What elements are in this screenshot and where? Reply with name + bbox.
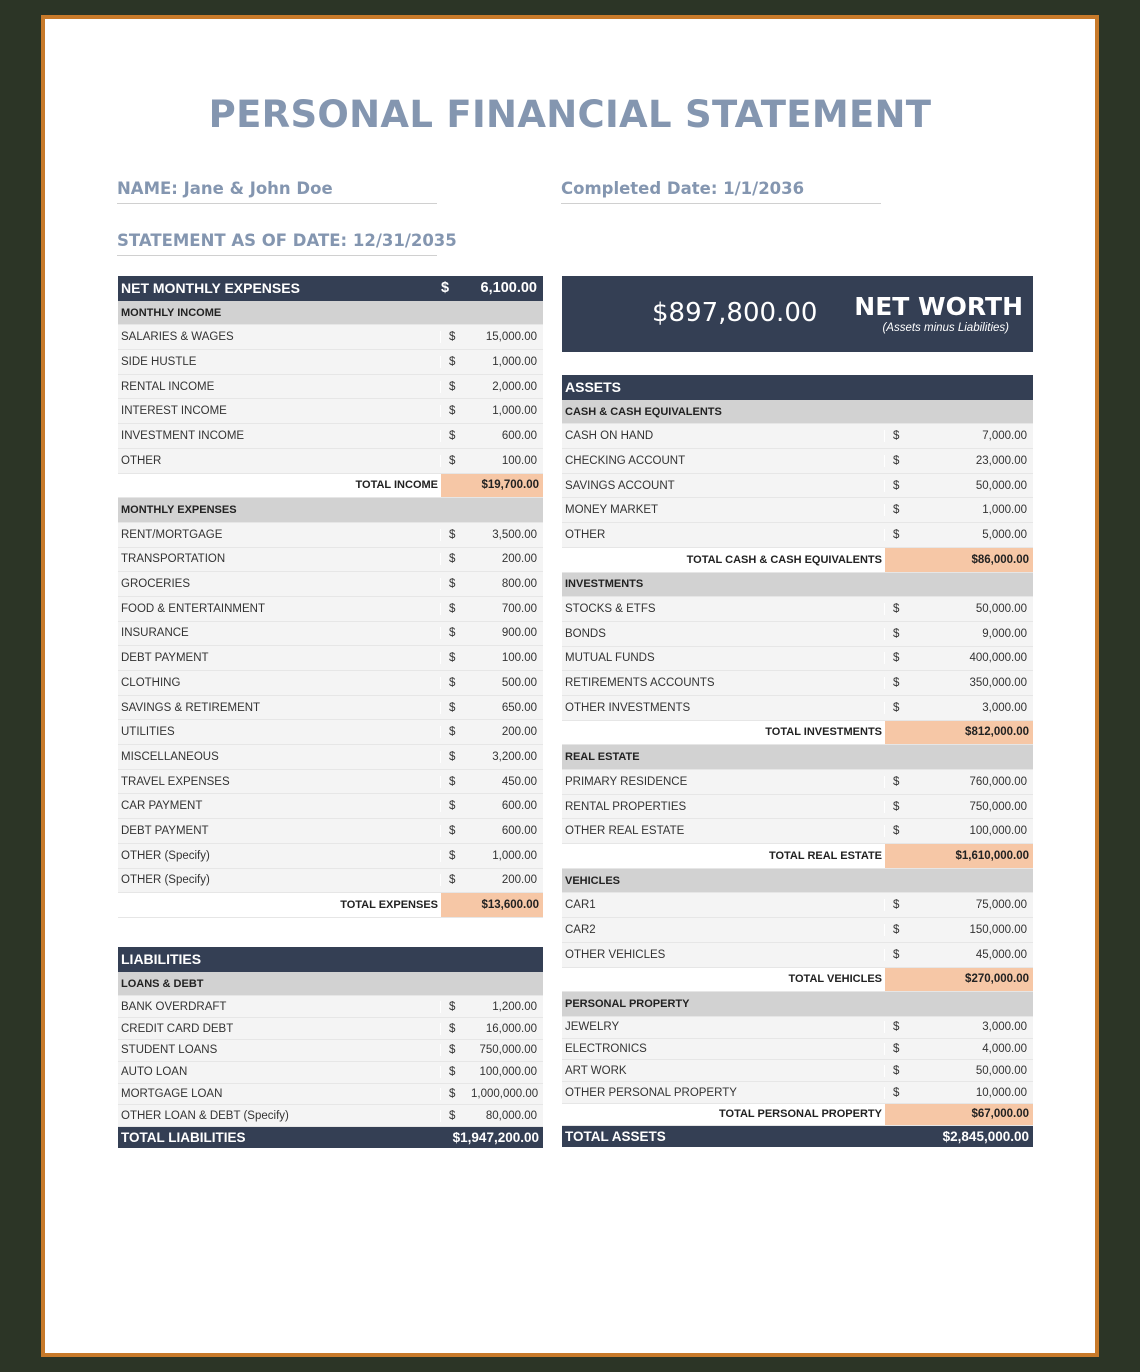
asset-section-label: VEHICLES <box>565 874 621 887</box>
row-amount[interactable]: 9,000.00 <box>982 627 1027 640</box>
statement-page <box>41 15 1099 1357</box>
currency-symbol: $ <box>893 1043 900 1056</box>
table-row <box>118 1040 543 1062</box>
currency-symbol: $ <box>449 1066 456 1079</box>
total-income-value: $19,700.00 <box>441 474 543 498</box>
row-amount[interactable]: 16,000.00 <box>485 1022 537 1035</box>
total-expenses-label: TOTAL EXPENSES <box>340 899 438 912</box>
asset-section-total-value: $86,000.00 <box>885 548 1033 572</box>
row-amount[interactable]: 50,000.00 <box>975 603 1027 616</box>
table-row <box>118 794 543 819</box>
currency-symbol: $ <box>893 948 900 961</box>
row-label: STUDENT LOANS <box>118 1044 441 1056</box>
table-row <box>118 424 543 449</box>
table-row <box>562 918 1033 943</box>
table-row <box>118 646 543 671</box>
currency-symbol: $ <box>449 726 456 739</box>
currency-symbol: $ <box>449 849 456 862</box>
expenses-table <box>118 276 543 918</box>
currency-symbol: $ <box>449 454 456 467</box>
currency-symbol: $ <box>449 331 456 344</box>
row-amount[interactable]: 1,000.00 <box>492 355 537 368</box>
currency-symbol: $ <box>893 627 900 640</box>
row-label: MORTGAGE LOAN <box>118 1088 441 1100</box>
row-amount[interactable]: 400,000.00 <box>969 652 1027 665</box>
row-amount[interactable]: 600.00 <box>501 824 537 837</box>
asset-section-total-value: $1,610,000.00 <box>885 844 1033 868</box>
page-title: PERSONAL FINANCIAL STATEMENT <box>208 93 932 136</box>
row-label: INSURANCE <box>118 627 441 639</box>
asset-section-label: INVESTMENTS <box>565 578 644 591</box>
currency-symbol: $ <box>449 1087 456 1100</box>
asset-section-subheader <box>562 992 1033 1017</box>
total-income-label: TOTAL INCOME <box>355 479 438 492</box>
row-label: FOOD & ENTERTAINMENT <box>118 603 441 615</box>
currency-symbol: $ <box>449 1022 456 1035</box>
currency-symbol: $ <box>449 405 456 418</box>
row-label: AUTO LOAN <box>118 1066 441 1078</box>
table-row <box>562 647 1033 672</box>
assets-header-label: ASSETS <box>565 379 622 396</box>
row-amount[interactable]: 1,200.00 <box>492 1000 537 1013</box>
table-row <box>562 597 1033 622</box>
table-row <box>562 1017 1033 1039</box>
row-amount[interactable]: 23,000.00 <box>975 454 1027 467</box>
row-label: PRIMARY RESIDENCE <box>562 776 885 788</box>
row-label: CAR1 <box>562 899 885 911</box>
row-label: TRANSPORTATION <box>118 553 441 565</box>
table-row <box>118 869 543 894</box>
row-label: ELECTRONICS <box>562 1043 885 1055</box>
table-row <box>562 770 1033 795</box>
row-amount[interactable]: 750,000.00 <box>969 800 1027 813</box>
table-row <box>118 325 543 350</box>
currency-symbol: $ <box>893 775 900 788</box>
row-amount[interactable]: 500.00 <box>501 676 537 689</box>
row-amount[interactable]: 10,000.00 <box>975 1086 1027 1099</box>
row-amount[interactable]: 1,000.00 <box>492 405 537 418</box>
asset-section-total-value: $812,000.00 <box>885 721 1033 745</box>
currency-symbol: $ <box>449 750 456 763</box>
total-liabilities-value: $1,947,200.00 <box>452 1130 539 1146</box>
loans-debt-subheader <box>118 972 543 997</box>
asset-section-subheader <box>562 573 1033 598</box>
table-row <box>562 696 1033 721</box>
row-amount[interactable]: 7,000.00 <box>982 430 1027 443</box>
row-amount[interactable]: 1,000.00 <box>982 504 1027 517</box>
table-row <box>562 1039 1033 1061</box>
asset-section-total-row <box>562 548 1033 573</box>
currency-symbol: $ <box>449 578 456 591</box>
currency-symbol: $ <box>893 1021 900 1034</box>
net-worth-box <box>562 276 1033 352</box>
liabilities-header-row <box>118 947 543 972</box>
currency-symbol: $ <box>449 355 456 368</box>
row-label: INTEREST INCOME <box>118 405 441 417</box>
currency-symbol: $ <box>893 479 900 492</box>
currency-symbol: $ <box>893 825 900 838</box>
currency-symbol: $ <box>893 454 900 467</box>
currency-symbol: $ <box>893 923 900 936</box>
row-label: INVESTMENT INCOME <box>118 430 441 442</box>
row-label: CLOTHING <box>118 677 441 689</box>
table-row <box>562 622 1033 647</box>
table-row <box>562 893 1033 918</box>
asset-section-total-label: TOTAL REAL ESTATE <box>768 849 882 862</box>
row-label: ART WORK <box>562 1065 885 1077</box>
currency-symbol: $ <box>893 899 900 912</box>
total-liabilities-row <box>118 1127 543 1148</box>
net-worth-subtitle: (Assets minus Liabilities) <box>882 322 1009 334</box>
row-amount[interactable]: 1,000.00 <box>492 849 537 862</box>
currency-symbol: $ <box>893 1086 900 1099</box>
asset-section-total-label: TOTAL PERSONAL PROPERTY <box>719 1108 882 1121</box>
row-amount[interactable]: 4,000.00 <box>982 1043 1027 1056</box>
row-label: SALARIES & WAGES <box>118 331 441 343</box>
row-label: OTHER REAL ESTATE <box>562 825 885 837</box>
row-label: OTHER PERSONAL PROPERTY <box>562 1087 885 1099</box>
row-label: CAR2 <box>562 924 885 936</box>
table-row <box>562 671 1033 696</box>
row-label: RENT/MORTGAGE <box>118 529 441 541</box>
total-expenses-row <box>118 893 543 918</box>
row-label: JEWELRY <box>562 1021 885 1033</box>
liabilities-table <box>118 947 543 1148</box>
asset-section-total-row <box>562 968 1033 993</box>
row-label: MISCELLANEOUS <box>118 751 441 763</box>
currency-symbol: $ <box>449 874 456 887</box>
net-monthly-expenses-amount: 6,100.00 <box>480 280 537 297</box>
currency-symbol: $ <box>893 504 900 517</box>
table-row <box>562 498 1033 523</box>
table-row <box>118 375 543 400</box>
row-label: CAR PAYMENT <box>118 800 441 812</box>
net-worth-label: NET WORTH <box>854 292 1023 321</box>
row-label: SAVINGS ACCOUNT <box>562 480 885 492</box>
row-label: CASH ON HAND <box>562 430 885 442</box>
currency-symbol: $ <box>893 528 900 541</box>
row-amount[interactable]: 100.00 <box>501 652 537 665</box>
monthly-expenses-label: MONTHLY EXPENSES <box>121 504 237 517</box>
currency-symbol: $ <box>449 1044 456 1057</box>
currency-symbol: $ <box>449 652 456 665</box>
currency-symbol: $ <box>449 775 456 788</box>
monthly-income-label: MONTHLY INCOME <box>121 306 222 319</box>
row-label: RETIREMENTS ACCOUNTS <box>562 677 885 689</box>
currency-symbol: $ <box>893 677 900 690</box>
currency-symbol: $ <box>449 429 456 442</box>
table-row <box>562 474 1033 499</box>
row-amount[interactable]: 3,500.00 <box>492 528 537 541</box>
asset-section-label: CASH & CASH EQUIVALENTS <box>565 405 722 418</box>
table-row <box>562 424 1033 449</box>
table-row <box>562 943 1033 968</box>
row-amount[interactable]: 3,000.00 <box>982 701 1027 714</box>
row-amount[interactable]: 15,000.00 <box>485 331 537 344</box>
liability-rows <box>118 996 543 1127</box>
row-label: TRAVEL EXPENSES <box>118 776 441 788</box>
total-assets-row <box>562 1126 1033 1147</box>
row-label: BONDS <box>562 628 885 640</box>
row-label: RENTAL INCOME <box>118 381 441 393</box>
asset-section-subheader <box>562 869 1033 894</box>
row-amount[interactable]: 5,000.00 <box>982 528 1027 541</box>
asset-section-total-row <box>562 844 1033 869</box>
row-amount[interactable]: 600.00 <box>501 429 537 442</box>
row-label: OTHER INVESTMENTS <box>562 702 885 714</box>
row-label: GROCERIES <box>118 578 441 590</box>
row-label: OTHER VEHICLES <box>562 949 885 961</box>
table-row <box>118 572 543 597</box>
row-amount[interactable]: 200.00 <box>501 874 537 887</box>
row-amount[interactable]: 100.00 <box>501 454 537 467</box>
row-label: STOCKS & ETFS <box>562 603 885 615</box>
row-amount[interactable]: 900.00 <box>501 627 537 640</box>
currency-symbol: $ <box>893 430 900 443</box>
total-assets-label: TOTAL ASSETS <box>565 1128 666 1144</box>
table-row <box>562 523 1033 548</box>
completed-date-field[interactable]: Completed Date: 1/1/2036 <box>561 179 881 204</box>
row-amount[interactable]: 600.00 <box>501 800 537 813</box>
table-row <box>562 449 1033 474</box>
row-amount[interactable]: 750,000.00 <box>479 1044 537 1057</box>
currency-symbol: $ <box>449 553 456 566</box>
table-row <box>118 671 543 696</box>
currency-symbol: $ <box>449 701 456 714</box>
table-row <box>118 1105 543 1127</box>
row-amount[interactable]: 450.00 <box>501 775 537 788</box>
asset-section-total-value: $270,000.00 <box>885 968 1033 992</box>
row-amount[interactable]: 75,000.00 <box>975 899 1027 912</box>
asset-sections <box>562 400 1033 1126</box>
net-worth-amount: $897,800.00 <box>652 298 818 328</box>
asset-section-total-row <box>562 1104 1033 1126</box>
table-row <box>118 548 543 573</box>
row-amount[interactable]: 800.00 <box>501 578 537 591</box>
row-amount[interactable]: 650.00 <box>501 701 537 714</box>
currency-symbol: $ <box>449 1109 456 1122</box>
row-label: UTILITIES <box>118 726 441 738</box>
currency-symbol: $ <box>449 602 456 615</box>
table-row <box>118 696 543 721</box>
asset-section-total-value: $67,000.00 <box>885 1104 1033 1125</box>
table-row <box>118 449 543 474</box>
asset-section-total-row <box>562 721 1033 746</box>
row-label: CREDIT CARD DEBT <box>118 1023 441 1035</box>
table-row <box>562 819 1033 844</box>
row-amount[interactable]: 200.00 <box>501 553 537 566</box>
asset-section-label: REAL ESTATE <box>565 751 640 764</box>
table-row <box>118 523 543 548</box>
row-label: OTHER <box>118 455 441 467</box>
table-row <box>118 399 543 424</box>
total-liabilities-label: TOTAL LIABILITIES <box>121 1130 246 1146</box>
row-amount[interactable]: 700.00 <box>501 602 537 615</box>
table-row <box>118 819 543 844</box>
row-label: MUTUAL FUNDS <box>562 652 885 664</box>
row-amount[interactable]: 100,000.00 <box>479 1066 537 1079</box>
currency-symbol: $ <box>893 603 900 616</box>
asset-section-label: PERSONAL PROPERTY <box>565 998 690 1011</box>
asset-section-total-label: TOTAL CASH & CASH EQUIVALENTS <box>686 553 882 566</box>
row-label: SIDE HUSTLE <box>118 356 441 368</box>
table-row <box>118 597 543 622</box>
row-amount[interactable]: 760,000.00 <box>969 775 1027 788</box>
row-label: DEBT PAYMENT <box>118 825 441 837</box>
row-amount[interactable]: 200.00 <box>501 726 537 739</box>
assets-header-row <box>562 375 1033 400</box>
row-amount[interactable]: 45,000.00 <box>975 948 1027 961</box>
row-label: OTHER LOAN & DEBT (Specify) <box>118 1110 441 1122</box>
row-amount[interactable]: 50,000.00 <box>975 1064 1027 1077</box>
row-label: BANK OVERDRAFT <box>118 1001 441 1013</box>
currency-symbol: $ <box>449 380 456 393</box>
currency-symbol: $ <box>893 701 900 714</box>
currency-symbol: $ <box>449 676 456 689</box>
currency-symbol: $ <box>441 280 450 297</box>
row-label: RENTAL PROPERTIES <box>562 801 885 813</box>
currency-symbol: $ <box>449 800 456 813</box>
asset-section-total-label: TOTAL INVESTMENTS <box>765 726 882 739</box>
currency-symbol: $ <box>893 1064 900 1077</box>
currency-symbol: $ <box>893 652 900 665</box>
row-amount[interactable]: 80,000.00 <box>485 1109 537 1122</box>
asset-section-total-label: TOTAL VEHICLES <box>788 973 882 986</box>
liabilities-header-label: LIABILITIES <box>121 951 202 968</box>
row-amount[interactable]: 3,000.00 <box>982 1021 1027 1034</box>
row-amount[interactable]: 350,000.00 <box>969 677 1027 690</box>
row-label: OTHER (Specify) <box>118 850 441 862</box>
row-label: CHECKING ACCOUNT <box>562 455 885 467</box>
table-row <box>118 622 543 647</box>
loans-debt-label: LOANS & DEBT <box>121 977 204 990</box>
total-assets-value: $2,845,000.00 <box>942 1128 1029 1144</box>
table-row <box>562 1060 1033 1082</box>
row-amount[interactable]: 50,000.00 <box>975 479 1027 492</box>
total-expenses-value: $13,600.00 <box>441 893 543 917</box>
name-field[interactable]: NAME: Jane & John Doe <box>117 179 437 204</box>
monthly-income-subheader <box>118 301 543 326</box>
currency-symbol: $ <box>893 800 900 813</box>
table-row <box>118 350 543 375</box>
row-label: OTHER (Specify) <box>118 874 441 886</box>
statement-date-field[interactable]: STATEMENT AS OF DATE: 12/31/2035 <box>117 231 437 256</box>
expenses-header-label: NET MONTHLY EXPENSES <box>121 280 300 297</box>
row-amount[interactable]: 3,200.00 <box>492 750 537 763</box>
currency-symbol: $ <box>449 627 456 640</box>
row-amount[interactable]: 150,000.00 <box>969 923 1027 936</box>
monthly-expenses-subheader <box>118 498 543 523</box>
table-row <box>562 1082 1033 1104</box>
row-label: MONEY MARKET <box>562 504 885 516</box>
expense-rows <box>118 523 543 893</box>
row-amount[interactable]: 1,000,000.00 <box>471 1087 539 1100</box>
currency-symbol: $ <box>449 1000 456 1013</box>
assets-table <box>562 375 1033 1147</box>
asset-section-subheader <box>562 745 1033 770</box>
row-label: SAVINGS & RETIREMENT <box>118 702 441 714</box>
row-label: OTHER <box>562 529 885 541</box>
expenses-header-row <box>118 276 543 301</box>
currency-symbol: $ <box>449 528 456 541</box>
table-row <box>118 770 543 795</box>
currency-symbol: $ <box>449 824 456 837</box>
table-row <box>118 745 543 770</box>
net-monthly-expenses-value <box>441 280 543 296</box>
table-row <box>118 1018 543 1040</box>
row-amount[interactable]: 100,000.00 <box>969 825 1027 838</box>
table-row <box>118 1062 543 1084</box>
income-rows <box>118 325 543 473</box>
table-row <box>118 1084 543 1106</box>
table-row <box>118 844 543 869</box>
asset-section-subheader <box>562 400 1033 425</box>
table-row <box>118 720 543 745</box>
total-income-row <box>118 474 543 499</box>
row-label: DEBT PAYMENT <box>118 652 441 664</box>
table-row <box>118 996 543 1018</box>
table-row <box>562 795 1033 820</box>
row-amount[interactable]: 2,000.00 <box>492 380 537 393</box>
